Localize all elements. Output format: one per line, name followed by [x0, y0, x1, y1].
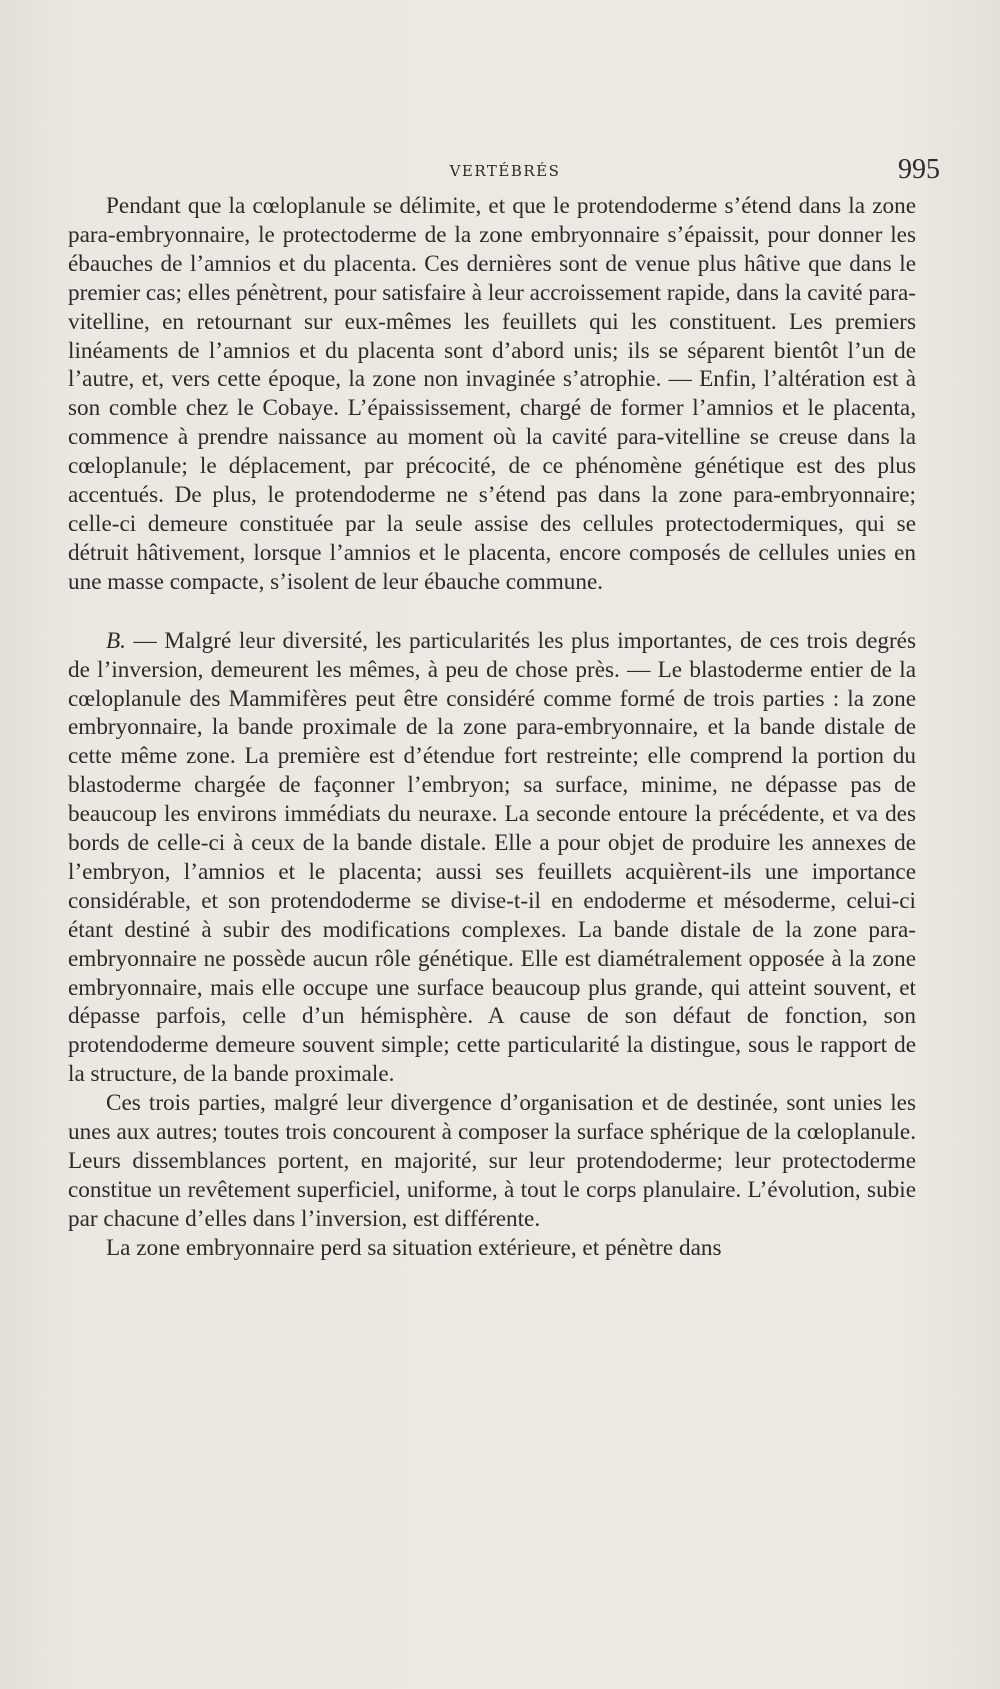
body-text — [68, 192, 916, 1263]
paragraph-2-text: — Malgré leur diversité, les particularités les plus importantes, de ces trois degrés de l’inversion, demeurent les mêmes, à peu de chose près. — Le blastoderme entier de la cœloplanule des Mammifères peut être considéré comme formé de trois parties : la zone embryonnaire, la bande proximale de la zone para-embryonnaire, et la bande distale de cette même zone. La première est d’étendue fort restreinte; elle comprend la portion du blastoderme chargée de façonner l’embryon; sa surface, minime, ne dépasse pas de beaucoup les environs immédiats du neuraxe. La seconde entoure la précédente, et va des bords de celle-ci à ceux de la bande distale. Elle a pour objet de produire les annexes de l’embryon, l’amnios et le placenta; aussi ses feuillets acquièrent-ils une importance considérable, et son protendoderme se divise-t-il en endoderme et mésoderme, celui-ci étant destiné à subir des modifications complexes. La bande distale de la zone para-embryonnaire ne possède aucun rôle génétique. Elle est diamétralement opposée à la zone embryonnaire, mais elle occupe une surface beaucoup plus grande, qui atteint souvent, et dépasse parfois, celle d’un hémisphère. A cause de son défaut de fonction, son protendoderme demeure souvent simple; cette particularité la distingue, sous le rapport de la structure, de la bande proximale. — [68, 627, 916, 1088]
paragraph-4: La zone embryonnaire perd sa situation extérieure, et pénètre dans — [106, 1234, 722, 1261]
running-title: VERTÉBRÉS — [449, 162, 561, 180]
running-head — [70, 154, 940, 190]
page-number: 995 — [898, 154, 940, 185]
paragraph-1: Pendant que la cœloplanule se délimite, et que le protendoderme s’étend dans la zone para-embryonnaire, le protectoderme de la zone embryonnaire s’épaissit, pour donner les ébauches de l’amnios et du placenta. Ces dernières sont de venue plus hâtive que dans le premier cas; elles pénètrent, pour satisfaire à leur accroissement rapide, dans la cavité para-vitelline, en retournant sur eux-mêmes les feuillets qui les constituent. Les premiers linéaments de l’amnios et du placenta sont d’abord unis; ils se séparent bientôt l’un de l’autre, et, vers cette époque, la zone non invaginée s’atrophie. — Enfin, l’altération est à son comble chez le Cobaye. L’épaississement, chargé de former l’amnios et le placenta, commence à prendre naissance au moment où la cavité para-vitelline se creuse dans la cœloplanule; le déplacement, par précocité, de ce phénomène génétique est des plus accentués. De plus, le protendoderme ne s’étend pas dans la zone para-embryonnaire; celle-ci demeure constituée par la seule assise des cellules protectodermiques, qui se détruit hâtivement, lorsque l’amnios et le placenta, encore composés de cellules unies en une masse compacte, s’isolent de leur ébauche commune. — [68, 193, 916, 595]
paragraph-2 — [68, 627, 916, 1090]
section-label: B. — [106, 627, 126, 654]
paragraph-3: Ces trois parties, malgré leur divergence d’organisation et de destinée, sont unies les unes aux autres; toutes trois concourent à composer la surface sphérique de la cœloplanule. Leurs dissemblances portent, en majorité, sur leur protendoderme; leur protectoderme constitue un revêtement superficiel, uniforme, à tout le corps planulaire. L’évolution, subie par chacune d’elles dans l’inversion, est différente. — [68, 1090, 916, 1232]
